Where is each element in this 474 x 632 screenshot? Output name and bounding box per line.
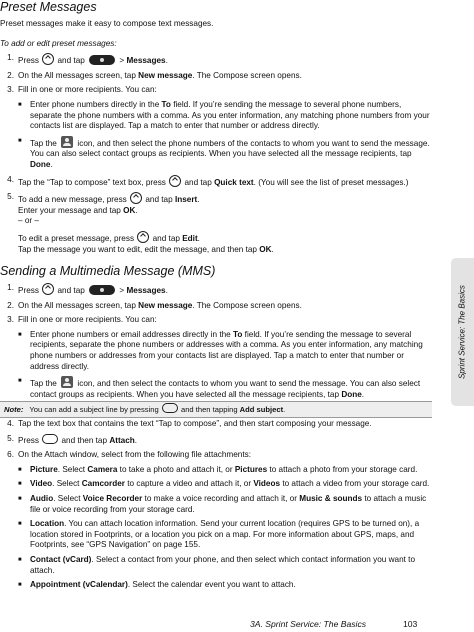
- step-number: 1.: [7, 53, 14, 63]
- step-text-part: . (You will see the list of preset messages.): [253, 177, 409, 187]
- note-bold: Add subject: [239, 405, 284, 415]
- preset-bullet-1: [18, 100, 432, 132]
- step-number: 5.: [7, 192, 14, 202]
- bullet-text-part: Enter phone numbers or email addresses directly in the: [30, 329, 233, 339]
- mms-step-5: [0, 434, 432, 447]
- step-text: [18, 283, 432, 297]
- step-text-part: .: [197, 195, 200, 205]
- step-bold: New message: [138, 300, 193, 310]
- footer-chapter: 3A. Sprint Service: The Basics: [250, 619, 367, 629]
- step-text: [18, 71, 432, 82]
- bullet-text: [30, 494, 432, 515]
- step-bold: Attach: [109, 435, 135, 445]
- preset-step-2: [0, 71, 432, 82]
- step-text-part: .: [165, 56, 168, 66]
- bullet-bold: Music & sounds: [299, 494, 363, 503]
- preset-bullet-2: [18, 136, 432, 171]
- mms-step-3: [0, 315, 432, 326]
- step-text: On the Attach window, select from the following file attachments:: [18, 450, 252, 460]
- step-number: 2.: [7, 70, 14, 80]
- step-bold: Insert: [174, 195, 198, 205]
- step-bold: New message: [138, 70, 193, 80]
- contact-picker-icon: [61, 136, 73, 148]
- bullet-text: [30, 580, 432, 591]
- bullet-bold: Contact (vCard): [30, 554, 92, 564]
- step-number: 4.: [7, 174, 14, 184]
- home-button-icon: [42, 283, 54, 295]
- menu-key-icon: [162, 403, 178, 413]
- bullet-bold: Camcorder: [81, 479, 125, 489]
- menu-button-icon: [89, 285, 115, 295]
- preset-subhead: To add or edit preset messages:: [0, 38, 117, 48]
- bullet-text-part: . Select a contact from your phone, and then select which contact information you want to attach.: [30, 554, 416, 575]
- step-text-part: and tap: [57, 286, 85, 296]
- attach-item-contact: [18, 555, 432, 576]
- menu-key-icon: [42, 434, 58, 444]
- bullet-square-icon: ■: [18, 521, 22, 528]
- bullet-square-icon: ■: [18, 481, 22, 488]
- note-text: .: [283, 405, 286, 415]
- note-text: You can add a subject line by pressing: [29, 405, 159, 415]
- note-box: [0, 401, 432, 418]
- step-number: 6.: [7, 450, 14, 460]
- bullet-bold: Camera: [87, 464, 118, 474]
- step-text-part: Tap the message you want to edit, edit the message, and then tap: [18, 244, 260, 254]
- step-text-part: and tap: [57, 56, 85, 66]
- step-number: 3.: [7, 315, 14, 325]
- chapter-side-tab: [451, 258, 474, 406]
- step-text-part: Tap the “Tap to compose” text box, press: [18, 177, 166, 187]
- bullet-text: [30, 136, 432, 171]
- bullet-bold: Done: [30, 159, 51, 169]
- bullet-bold: Done: [341, 389, 362, 399]
- bullet-square-icon: ■: [18, 378, 22, 385]
- bullet-text-part: . You can attach location information. Send your current location (requires GPS to be turned on), a location stored in Footprints, or a location you pick on a map. For more information about GPS, maps, and Footprints, see “GPS Navigation” on page 155.: [30, 519, 420, 550]
- step-bold: Messages: [126, 56, 166, 66]
- mms-step-1: [0, 283, 432, 297]
- bullet-text-part: . Select: [52, 479, 82, 489]
- step-bold: Messages: [126, 286, 166, 296]
- side-tab-label: Sprint Service: The Basics: [457, 285, 467, 379]
- bullet-square-icon: ■: [18, 582, 22, 589]
- bullet-text-part: . Select: [53, 494, 83, 503]
- step-bold: OK: [259, 244, 272, 254]
- bullet-bold: To: [161, 99, 171, 109]
- step-number: 3.: [7, 85, 14, 95]
- bullet-text: [30, 330, 432, 372]
- or-separator: – or –: [18, 216, 39, 226]
- bullet-square-icon: ■: [18, 137, 22, 144]
- bullet-text: [30, 479, 432, 490]
- step-text-part: .: [197, 233, 200, 243]
- step-bold: Quick text: [214, 177, 254, 187]
- step-text-part: Enter your message and tap: [18, 205, 124, 215]
- preset-step-1: [0, 53, 432, 67]
- bullet-square-icon: ■: [18, 101, 22, 108]
- bullet-bold: To: [232, 329, 243, 339]
- bullet-text: [30, 100, 432, 132]
- bullet-square-icon: ■: [18, 556, 22, 563]
- step-text: Fill in one or more recipients. You can:: [18, 315, 157, 325]
- preset-intro: Preset messages make it easy to compose text messages.: [0, 19, 214, 28]
- bullet-text-part: Tap the: [30, 379, 57, 389]
- bullet-text-part: icon, and then select the phone numbers of the contacts to whom you want to send the message. You can also select contact groups as recipients. When you have selected all the message recipients, tap: [30, 138, 430, 159]
- step-text-part: Press: [18, 286, 39, 296]
- preset-step-4: [0, 175, 432, 189]
- home-button-icon: [130, 192, 142, 204]
- step-text-part: . The Compose screen opens.: [192, 70, 302, 80]
- contact-picker-icon: [61, 376, 73, 388]
- bullet-text-part: Tap the: [30, 138, 57, 148]
- step-number: 4.: [7, 419, 14, 429]
- attach-item-appointment: [18, 580, 432, 591]
- bullet-text-part: .: [50, 159, 53, 169]
- step-text-part: Press: [18, 56, 39, 66]
- attach-item-location: [18, 519, 432, 551]
- page-number: 103: [403, 619, 418, 629]
- bullet-text-part: icon, and then select the contacts to whom you want to send the message. You can also select contact groups as recipients. When you have selected all the message recipients, tap: [30, 379, 421, 399]
- step-number: 2.: [7, 300, 14, 310]
- preset-step-5: [0, 192, 432, 255]
- step-text: Fill in one or more recipients. You can:: [18, 85, 157, 95]
- home-button-icon: [42, 53, 54, 65]
- step-bold: Edit: [182, 233, 198, 243]
- step-text: [18, 301, 432, 312]
- mms-step-4: [0, 419, 432, 430]
- bullet-bold: Pictures: [234, 464, 268, 474]
- bullet-bold: Location: [30, 519, 65, 529]
- bullet-text-part: .: [361, 389, 365, 399]
- bullet-bold: Video: [30, 479, 53, 489]
- mms-bullet-1: [18, 330, 432, 372]
- bullet-bold: Videos: [253, 479, 281, 489]
- mms-bullet-2: [18, 376, 432, 400]
- bullet-text-part: . Select the calendar event you want to attach.: [127, 580, 296, 590]
- bullet-text: [30, 519, 432, 551]
- step-text-part: and then tap: [61, 435, 110, 445]
- bullet-text-part: to attach a photo from your storage card.: [267, 464, 418, 474]
- step-text-part: . The Compose screen opens.: [192, 300, 302, 310]
- step-bold: OK: [123, 205, 136, 215]
- bullet-bold: Voice Recorder: [82, 494, 143, 503]
- step-text-part: To add a new message, press: [18, 195, 127, 205]
- bullet-square-icon: ■: [18, 466, 22, 473]
- bullet-text-part: field. If you’re sending the message to several recipients, separate the phone numbers or addresses with a comma. As you enter information, any matching phone numbers or addresses from your contacts list are displayed. Tap a match to enter that number or address directly.: [30, 329, 423, 371]
- preset-step-3: [0, 85, 432, 96]
- mms-title: Sending a Multimedia Message (MMS): [0, 264, 216, 279]
- bullet-text-part: to make a voice recording and attach it, or: [142, 494, 300, 503]
- step-text-part: >: [119, 286, 127, 296]
- step-text-part: On the All messages screen, tap: [18, 70, 139, 80]
- bullet-text-part: to capture a video and attach it, or: [124, 479, 254, 489]
- step-number: 5.: [7, 433, 14, 443]
- step-text: [18, 175, 432, 189]
- home-button-icon: [169, 175, 181, 187]
- preset-title: Preset Messages: [0, 0, 97, 14]
- menu-button-icon: [89, 55, 115, 65]
- bullet-square-icon: ■: [18, 331, 22, 338]
- bullet-text-part: field. If you’re sending the message to several phone numbers, separate the phone numbers with a comma. As you enter information, any matching phone numbers from your contacts list are displayed. Tap a match to enter that number or address directly.: [30, 99, 430, 131]
- bullet-text-part: to take a photo and attach it, or: [117, 464, 235, 474]
- step-text-part: and tap: [152, 233, 183, 243]
- bullet-square-icon: ■: [18, 496, 22, 502]
- step-text-part: .: [165, 286, 168, 296]
- step-text-part: On the All messages screen, tap: [18, 300, 139, 310]
- note-label: Note:: [4, 405, 24, 415]
- attach-item-audio: [18, 494, 432, 515]
- bullet-text-part: Enter phone numbers directly in the: [30, 99, 162, 109]
- note-text: and then tapping: [180, 405, 240, 415]
- bullet-text-part: . Select: [57, 464, 88, 474]
- step-text-part: Press: [18, 435, 39, 445]
- bullet-text-part: to attach a video from your storage card.: [280, 479, 430, 489]
- bullet-text: [30, 555, 432, 576]
- step-text: [18, 434, 432, 447]
- attach-item-picture: [18, 465, 432, 476]
- step-text-part: To edit a preset message, press: [18, 233, 135, 243]
- bullet-text-part: to attach a music file or voice recording from your storage card.: [30, 494, 427, 514]
- step-text-part: .: [135, 205, 138, 215]
- step-text-part: and tap: [184, 177, 215, 187]
- bullet-text: [30, 376, 432, 400]
- step-text: Tap the text box that contains the text “Tap to compose”, and then start composing your message.: [18, 419, 372, 429]
- mms-step-2: [0, 301, 432, 312]
- bullet-bold: Picture: [30, 464, 58, 474]
- bullet-bold: Appointment (vCalendar): [30, 580, 128, 590]
- step-text: [18, 53, 432, 67]
- step-text-part: >: [119, 56, 127, 66]
- step-text-part: .: [134, 435, 138, 445]
- step-number: 1.: [7, 283, 14, 293]
- mms-step-6: [0, 450, 432, 461]
- bullet-text: [30, 465, 432, 476]
- bullet-bold: Audio: [30, 494, 54, 503]
- step-text: [18, 192, 432, 255]
- step-text-part: .: [271, 244, 274, 254]
- attach-item-video: [18, 479, 432, 490]
- step-text-part: and tap: [145, 195, 175, 205]
- home-button-icon: [137, 231, 149, 243]
